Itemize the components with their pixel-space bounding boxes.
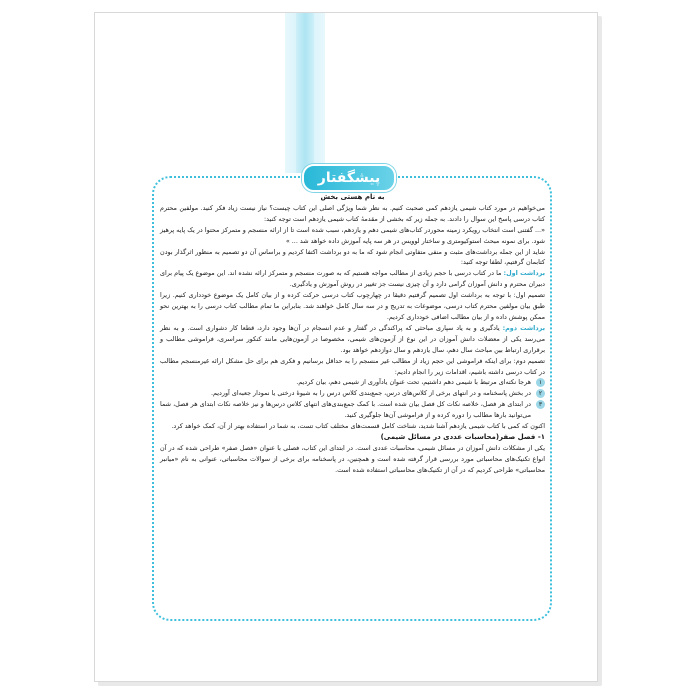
number-badge: ۳ [536,400,545,409]
bismillah-heading: به نام هستی بخش [320,193,385,201]
list-item-text: در ابتدای هر فصل، خلاصه نکات کل فصل بیان شده است. با کمک جمع‌بندی‌های انتهای کلاس درس‌ها و نیز خلاصه نکات ابتدای هر فصل، شما می‌توانید بارها مطالب را دوره کرده و از فراموشی آن‌ها جلوگیری کنید. [160,400,531,420]
intro-quote: «... گفتنی است انتخاب رویکرد زمینه محوردر کتاب‌های شیمی دهم و یازدهم، سبب شده است تا از ارائه منسجم و متمرکز محتوا در یک پایه پرهیز شود. برای نمونه مبحث استوکیومتری و ساختار لوویس در هر سه پایه آموزش داده خواهد شد ... » [160,225,545,245]
second-interpretation [160,323,545,356]
first-interpretation-label: برداشت اول: [503,269,545,278]
first-interpretation-text: ما در کتاب درسی با حجم زیادی از مطالب مواجه هستیم که به صورت منسجم و متمرکز ارائه نشده اند. این موضوع یک پیام برای دبیران محترم و دانش آموزان گرامی دارد و آن چیزی نیست جز تغییر در روش آموزش و یادگیری. [160,269,545,289]
first-decision: تصمیم اول: با توجه به برداشت اول تصمیم گرفتیم دقیقا در چهارچوب کتاب درسی حرکت کرده و از بیان کامل یک موضوع خودداری کنیم. زیرا طبق بیان مولفین محترم کتاب درسی، موضوعات به تدریج و در سه سال کامل خواهند شد. بنابراین ما تمام مطالب کتاب درسی را به بهترین نحو ممکن پوشش داده و از بیان مطالب اضافی خودداری کردیم. [160,291,545,321]
intro-paragraph: می‌خواهیم در مورد کتاب شیمی یازدهم کمی صحبت کنیم. به نظر شما ویژگی اصلی این کتاب چیست؟ نیاز نیست زیاد فکر کنید. مولفین محترم کتاب درسی پاسخ این سوال را دادند. به جمله زیر که بخشی از مقدمهٔ کتاب شیمی یازدهم است توجه کنید: [160,203,545,223]
list-item-text: در بخش پاسخنامه و در انتهای برخی از کلاس‌های درس، جمع‌بندی کلاس درس را به شیوهٔ درختی یا نمودار جعبه‌ای آوردیم. [210,389,531,398]
chapter-text: یکی از مشکلات دانش آموزان در مسائل شیمی، محاسبات عددی است. در ابتدای این کتاب، فصلی با عنوان «فصل صفر» طراحی شده که در آن انواع تکنیک‌های محاسباتی مورد بررسی قرار گرفته شده است و همچنین، در پاسخنامه برای برخی از سوالات محاسباتی، عنوانی به نام «میانبر محاسباتی» طراحی کردیم که در آن از تکنیک‌های محاسباتی استفاده شده است. [160,443,545,474]
list-item [160,377,545,388]
number-badge: ۱ [536,378,545,387]
first-interpretation [160,268,545,290]
bookmark-ribbon-inner [296,13,314,173]
second-decision: تصمیم دوم: برای اینکه فراموشی این حجم زیاد از مطالب غیر منسجم را به حداقل برسانیم و فکری هم برای حل مشکل ارائه غیرمنسجم مطالب در کتاب درسی داشته باشیم، اقدامات زیر را انجام دادیم: [160,356,545,376]
number-badge: ۲ [536,389,545,398]
page-title: پیشگفتار [302,164,396,192]
closing-paragraph: اکنون که کمی با کتاب شیمی یازدهم آشنا شدید، شناخت کامل قسمت‌های مختلف کتاب تست، به شما در استفاده بهتر از آن، کمک خواهد کرد. [171,422,545,431]
list-item [160,399,545,421]
preface-content [160,192,545,610]
list-item [160,388,545,399]
chapter-title: ۱- فصل صفر(محاسبات عددی در مسائل شیمی) [380,432,545,441]
intro-note: شاید از این جمله برداشت‌های مثبت و منفی متفاوتی انجام شود که ما به دو برداشت اکتفا کردیم و براساس آن دو تصمیم به منظور اثرگذار بودن کتابمان گرفتیم، لطفا توجه کنید: [160,247,545,267]
second-interpretation-label: برداشت دوم: [502,323,545,332]
list-item-text: هرجا نکته‌ای مرتبط با شیمی دهم داشتیم، تحت عنوان یادآوری از شیمی دهم، بیان کردیم. [296,378,531,387]
second-interpretation-text: یادگیری و به یاد سپاری مباحثی که پراکندگی در گفتار و عدم انسجام در آن‌ها وجود دارد، قطعا کار دشواری است. و به نظر می‌رسد یکی از معضلات دانش آموزان در این نوع از آزمون‌های شیمی، مخصوصا در آزمون‌هایی مانند کنکور سراسری، فراموشی مطالب و برقراری ارتباط بین مباحث سال دهم، سال یازدهم و سال دوازدهم خواهد بود. [160,323,545,354]
